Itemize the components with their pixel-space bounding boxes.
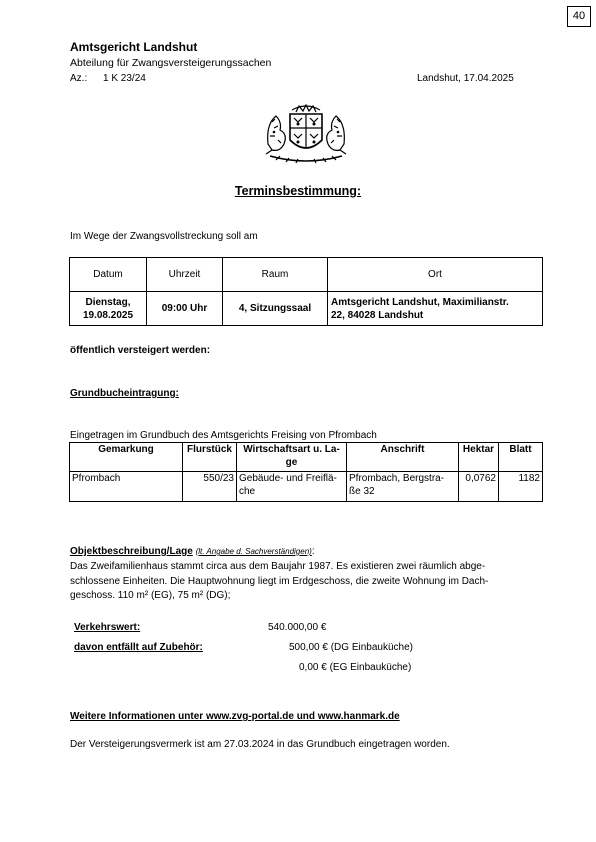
table-header-row [70,258,543,292]
appointment-table [69,257,543,326]
date-value: 19.08.2025 [82,309,134,321]
object-heading-note: (lt. Angabe d. Sachverständigen) [195,547,312,556]
place-line-1: Amtsgericht Landshut, Maximilianstr. [331,296,509,308]
cell-hektar: 0,0762 [459,472,499,502]
place-date: Landshut, 17.04.2025 [417,73,514,84]
object-line-3: geschoss. 110 m² (EG), 75 m² (DG); [70,590,231,601]
page-title: Terminsbestimmung: [234,184,362,198]
header-room: Raum [223,258,328,292]
cell-wirtschaftsart [237,472,347,502]
court-name: Amtsgericht Landshut [70,40,198,54]
land-register-text: Eingetragen im Grundbuch des Amtsgerichts Freising von Pfrombach [70,430,377,441]
cell-wirtschaftsart-line-1: Gebäude- und Freiflä- [239,473,337,484]
header-flurstueck: Flurstück [183,443,237,472]
land-register-table [69,442,543,502]
file-number: 1 K 23/24 [103,73,146,84]
department-name: Abteilung für Zwangsversteigerungssachen [70,57,272,69]
appointment-date [70,292,147,326]
cell-anschrift-line-1: Pfrombach, Bergstra- [349,473,445,484]
object-description-heading [70,546,315,557]
place-line-2: 22, 84028 Landshut [331,309,424,321]
further-info-link[interactable]: Weitere Informationen unter www.zvg-portal.de und www.hanmark.de [70,711,400,722]
header-anschrift: Anschrift [347,443,459,472]
header-wirtschaftsart-line-2: ge [285,457,298,468]
header-hektar: Hektar [459,443,499,472]
land-register-heading: Grundbucheintragung: [70,388,179,399]
appointment-place [328,292,543,326]
sold-statement: öffentlich versteigert werden: [70,345,211,356]
header-date: Datum [70,258,147,292]
header-wirtschaftsart [237,443,347,472]
coat-of-arms-seal-icon [262,104,350,166]
object-heading-text: Objektbeschreibung/Lage [70,546,193,557]
header-wirtschaftsart-line-1: Wirtschaftsart u. La- [243,444,340,455]
table-header-row [70,443,543,472]
table-row [70,292,543,326]
object-heading-colon: : [311,546,315,557]
header-gemarkung: Gemarkung [70,443,183,472]
cell-blatt: 1182 [499,472,543,502]
header-time: Uhrzeit [147,258,223,292]
page-number: 40 [567,6,591,27]
market-value-label: Verkehrswert: [74,622,141,633]
table-row [70,472,543,502]
auction-note: Der Versteigerungsvermerk ist am 27.03.2024 in das Grundbuch eingetragen worden. [70,739,450,750]
accessories-value-2: 0,00 € (EG Einbauküche) [299,662,412,673]
date-weekday: Dienstag, [85,296,131,308]
header-place: Ort [328,258,543,292]
object-line-2: schlossene Einheiten. Die Hauptwohnung liegt im Erdgeschoss, die zweite Wohnung im Dach- [70,575,489,587]
file-number-label: Az.: [70,73,88,84]
cell-gemarkung: Pfrombach [70,472,183,502]
object-description [70,560,540,604]
object-line-1: Das Zweifamilienhaus stammt circa aus dem Baujahr 1987. Es existieren zwei räumlich abge- [70,561,486,572]
cell-wirtschaftsart-line-2: che [239,486,256,497]
market-value: 540.000,00 € [268,622,327,633]
accessories-value-1: 500,00 € (DG Einbauküche) [289,642,413,653]
cell-flurstueck: 550/23 [183,472,237,502]
appointment-room: 4, Sitzungssaal [223,292,328,326]
appointment-time: 09:00 Uhr [147,292,223,326]
header-blatt: Blatt [499,443,543,472]
cell-anschrift-line-2: ße 32 [349,486,375,497]
intro-text: Im Wege der Zwangsvollstreckung soll am [70,231,258,242]
accessories-label: davon entfällt auf Zubehör: [74,642,203,653]
cell-anschrift [347,472,459,502]
